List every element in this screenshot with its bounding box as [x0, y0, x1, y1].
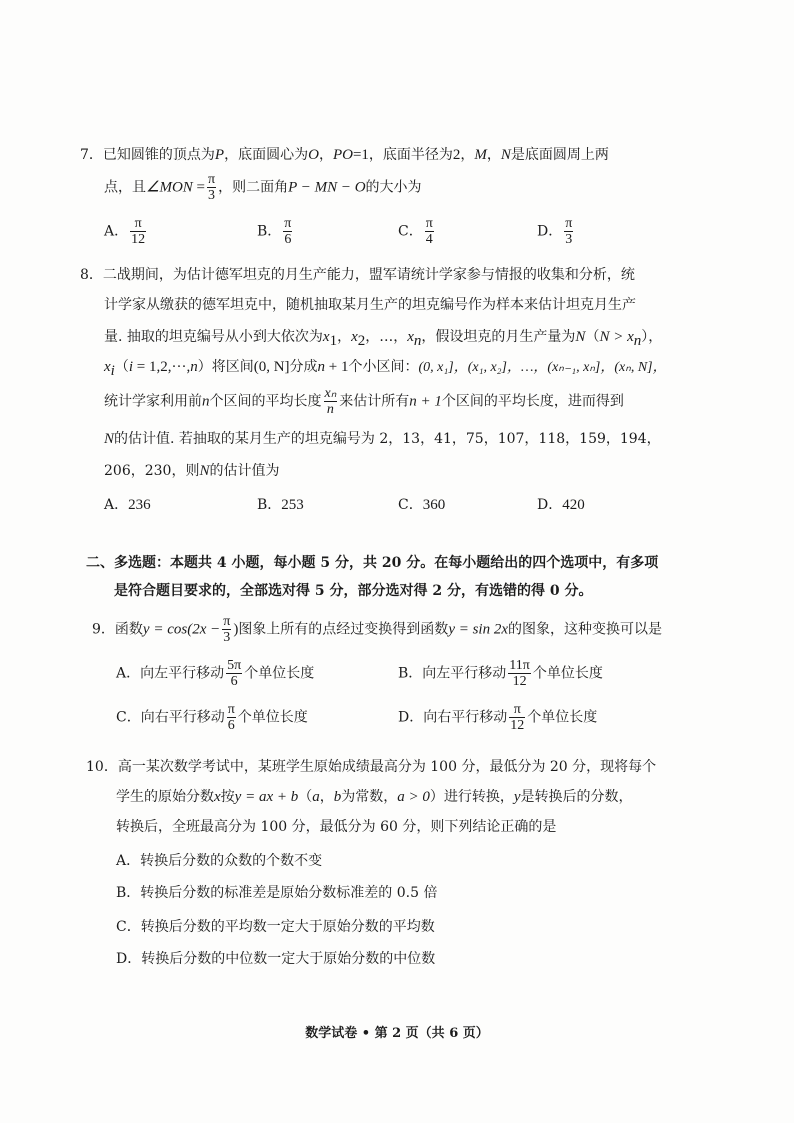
option-value: 360	[422, 497, 446, 513]
q9-text: 函数	[114, 621, 143, 638]
math-subscript: 1	[329, 332, 338, 349]
option-value: 253	[281, 497, 304, 513]
math-N: N	[500, 147, 511, 163]
q9-text: 图象上所有的点经过变换得到函数	[238, 621, 449, 638]
q8-text: ），	[641, 329, 663, 345]
q8-line3	[104, 328, 662, 350]
fraction-numerator: π	[509, 702, 525, 718]
math-x: x	[214, 789, 221, 805]
fraction-denominator: 6	[230, 674, 238, 689]
fraction-denominator: 6	[284, 232, 292, 247]
option-label: C．	[116, 709, 141, 726]
q10-text: 为常数，	[341, 789, 398, 805]
q7-text: ，则二面角	[218, 179, 289, 196]
option-value: 420	[562, 497, 585, 513]
math-O: O	[308, 147, 319, 163]
q10-text: ，	[319, 789, 334, 805]
q10-option-d[interactable]	[116, 950, 435, 968]
option-text: 向右平行移动	[140, 709, 225, 726]
math-radius: 2	[452, 147, 461, 163]
fraction-denominator: 3	[208, 188, 216, 203]
math-b: b	[333, 789, 342, 805]
math-range: = 1,2,···,	[133, 359, 191, 375]
math-x: x	[322, 329, 330, 345]
fraction	[207, 172, 216, 203]
q7-option-c[interactable]	[398, 216, 436, 247]
fraction-denominator: 4	[425, 232, 433, 247]
q10-text: （	[298, 789, 313, 805]
q7-option-d[interactable]	[537, 216, 575, 247]
math-a: a	[312, 789, 320, 805]
q10-number: 10．	[86, 759, 118, 775]
q10-option-c[interactable]	[116, 918, 435, 936]
q7-text: ，底面圆心为	[224, 147, 309, 163]
q9-option-b[interactable]	[398, 658, 603, 689]
q7-text: 已知圆锥的顶点为	[102, 147, 215, 163]
q10-option-a[interactable]	[116, 852, 322, 870]
fraction-numerator: π	[284, 216, 292, 231]
math-dihedral: P − MN − O	[288, 179, 366, 196]
math-n-plus-one: n + 1	[409, 393, 442, 410]
q8-text: 来估计所有	[339, 393, 410, 410]
q7-text: 是底面圆周上两	[510, 147, 609, 163]
math-subscript: n	[633, 332, 642, 349]
q8-option-b[interactable]	[257, 496, 304, 514]
q8-line5	[104, 386, 624, 417]
q10-text: 按	[220, 789, 235, 805]
math-subscript: 2	[357, 332, 366, 349]
q10-line1	[86, 758, 656, 776]
math-i: i	[128, 359, 134, 375]
option-label: A．	[116, 665, 141, 682]
q8-text: 分成	[289, 359, 318, 375]
option-text: 向右平行移动	[423, 709, 508, 726]
fraction-denominator: 3	[565, 232, 573, 247]
q10-text: 学生的原始分数	[116, 789, 214, 805]
option-text: 个单位长度	[532, 665, 603, 682]
q9-number: 9．	[92, 621, 115, 638]
fraction	[226, 658, 242, 689]
q8-text: 二战期间，为估计德军坦克的月生产能力，盟军请统计学家参与情报的收集和分析，统	[102, 267, 635, 283]
fraction	[425, 216, 434, 247]
fraction	[222, 614, 231, 645]
q8-text: 量. 抽取的坦克编号从小到大依次为	[104, 329, 323, 345]
option-label: D．	[398, 709, 424, 726]
fraction	[227, 702, 236, 733]
math-PO: PO	[332, 147, 353, 163]
option-text: 个单位长度	[237, 709, 308, 726]
q8-text: （	[114, 359, 129, 375]
q10-line2	[116, 788, 633, 806]
math-M: M	[474, 147, 487, 163]
q9-option-c[interactable]	[116, 702, 308, 733]
fraction	[508, 658, 531, 689]
q9-text: 的图象，这种变换可以是	[508, 621, 663, 638]
q10-option-b[interactable]	[116, 884, 437, 902]
math-eq: =	[192, 179, 205, 196]
fraction-numerator: π	[565, 216, 573, 231]
q8-line2	[104, 296, 636, 314]
fraction-denominator: n	[326, 402, 334, 417]
option-text: 向左平行移动	[140, 665, 225, 682]
fraction	[130, 216, 146, 247]
option-label: D．	[537, 223, 563, 240]
q7-text: ，	[486, 147, 501, 163]
q10-line3: 转换后，全班最高分为 100 分，最低分为 60 分，则下列结论正确的是	[116, 819, 557, 835]
q8-line7	[104, 462, 279, 480]
q9-option-d[interactable]	[398, 702, 597, 733]
q9-line1	[92, 614, 662, 645]
math-subscript: i	[110, 362, 115, 379]
option-value: 236	[128, 497, 151, 513]
math-paren: )	[233, 621, 239, 638]
fraction-numerator: 11π	[509, 658, 530, 673]
q7-text: 点，且	[104, 179, 146, 196]
section2-heading-cont: 是符合题目要求的，全部选对得 5 分，部分选对得 2 分，有选错的得 0 分。	[114, 583, 593, 599]
q7-line2	[104, 172, 422, 203]
math-subscript: n	[413, 332, 422, 349]
fraction-denominator: 12	[510, 718, 525, 733]
q8-option-a[interactable]	[104, 496, 151, 514]
q8-text: 个小区间：	[348, 359, 419, 375]
math-N: N	[575, 329, 586, 345]
math-x: x	[351, 329, 358, 345]
q7-text: 的大小为	[365, 179, 422, 196]
fraction-denominator: 12	[131, 232, 146, 247]
option-label: B．	[398, 665, 423, 682]
option-label: D．	[537, 497, 563, 513]
option-label: A．	[116, 853, 141, 869]
q8-text: ）将区间	[197, 359, 254, 375]
option-text: 向左平行移动	[422, 665, 507, 682]
math-x: x	[407, 329, 414, 345]
option-label: B．	[116, 885, 141, 901]
math-intervals: (0, x₁]，(x₁, x₂]，…，(xₙ₋₁, xₙ]，(xₙ, N]，	[418, 360, 667, 375]
q8-text: ，假设坦克的月生产量为	[421, 329, 576, 345]
fraction-numerator: π	[425, 216, 433, 231]
option-label: B．	[257, 223, 282, 240]
q8-text: 的估计值. 若抽取的某月生产的坦克编号为 2，13，41，75，107，118，159，194，	[114, 431, 661, 447]
fraction-denominator: 12	[512, 674, 527, 689]
fraction-denominator: 3	[223, 630, 231, 645]
fraction-numerator: 5π	[227, 658, 242, 673]
option-label: A．	[104, 223, 129, 240]
math-function: y = cos(2x −	[142, 621, 221, 638]
math-N: N	[104, 431, 115, 447]
math-interval: (0, N]	[253, 359, 290, 375]
math-P: P	[214, 147, 225, 163]
option-text: 转换后分数的中位数一定大于原始分数的中位数	[141, 951, 436, 967]
q7-line1	[80, 146, 609, 164]
q7-text: ，	[460, 147, 475, 163]
fraction	[509, 702, 525, 733]
math-n: n	[317, 359, 326, 375]
math-PO-value: =1	[352, 147, 369, 163]
option-text: 转换后分数的标准差是原始分数标准差的 0.5 倍	[140, 885, 438, 901]
q8-text: 个区间的平均长度，进而得到	[441, 393, 624, 410]
math-n: n	[190, 359, 198, 375]
q9-option-a[interactable]	[116, 658, 314, 689]
math-y: y	[513, 789, 521, 805]
math-function: y = sin 2x	[448, 621, 509, 638]
page-footer: 数学试卷 • 第 2 页（共 6 页）	[305, 1026, 489, 1041]
math-condition: N > x	[599, 329, 634, 345]
fraction	[324, 386, 338, 417]
math-angle: ∠MON	[146, 179, 193, 196]
math-condition: a > 0	[397, 789, 430, 805]
q8-line1	[80, 266, 635, 284]
q10-text: 是转换后的分数，	[520, 789, 633, 805]
option-text: 转换后分数的众数的个数不变	[140, 853, 323, 869]
q7-option-b[interactable]	[257, 216, 294, 247]
math-n: n	[202, 393, 210, 410]
fraction	[564, 216, 573, 247]
math-N: N	[199, 463, 210, 479]
q8-text: 的估计值为	[209, 463, 280, 479]
q8-text: ，…，	[365, 329, 408, 345]
q8-number: 8．	[80, 267, 103, 283]
q10-text: 高一某次数学考试中，某班学生原始成绩最高分为 100 分，最低分为 20 分，现将每个	[117, 759, 657, 775]
q7-text: ，底面半径为	[368, 147, 453, 163]
math-function: y = ax + b	[234, 789, 299, 805]
math-plus-one: + 1	[325, 359, 349, 375]
q10-text: ）进行转换，	[429, 789, 514, 805]
option-text: 个单位长度	[527, 709, 598, 726]
math-x: x	[104, 359, 111, 375]
q8-option-d[interactable]	[537, 496, 585, 514]
q8-text: 计学家从缴获的德军坦克中，随机抽取某月生产的坦克编号作为样本来估计坦克月生产	[104, 297, 636, 313]
option-label: C．	[116, 919, 141, 935]
option-label: D．	[116, 951, 142, 967]
option-label: B．	[257, 497, 282, 513]
q8-line4	[104, 358, 667, 380]
q8-text: （	[585, 329, 600, 345]
option-label: A．	[104, 497, 129, 513]
fraction-numerator: π	[208, 172, 216, 187]
q8-option-c[interactable]	[398, 496, 445, 514]
q8-text: 个区间的平均长度	[209, 393, 322, 410]
q8-text: 统计学家利用前	[104, 393, 202, 410]
section2-heading: 二、多选题：本题共 4 小题，每小题 5 分，共 20 分。在每小题给出的四个选项中，有多项	[86, 555, 659, 571]
option-text: 个单位长度	[244, 665, 315, 682]
fraction-numerator: xₙ	[324, 386, 337, 401]
q8-line6	[104, 430, 661, 448]
fraction-numerator: π	[223, 614, 231, 629]
q8-text: ，	[337, 329, 352, 345]
fraction-denominator: 6	[227, 718, 235, 733]
q7-number: 7．	[80, 147, 103, 163]
option-label: C．	[398, 223, 423, 240]
q8-text: 206，230，则	[104, 463, 200, 479]
option-text: 转换后分数的平均数一定大于原始分数的平均数	[140, 919, 435, 935]
option-label: C．	[398, 497, 423, 513]
q7-option-a[interactable]	[104, 216, 148, 247]
fraction	[283, 216, 292, 247]
fraction-numerator: π	[227, 702, 235, 717]
fraction-numerator: π	[130, 216, 146, 232]
q7-text: ，	[318, 147, 333, 163]
